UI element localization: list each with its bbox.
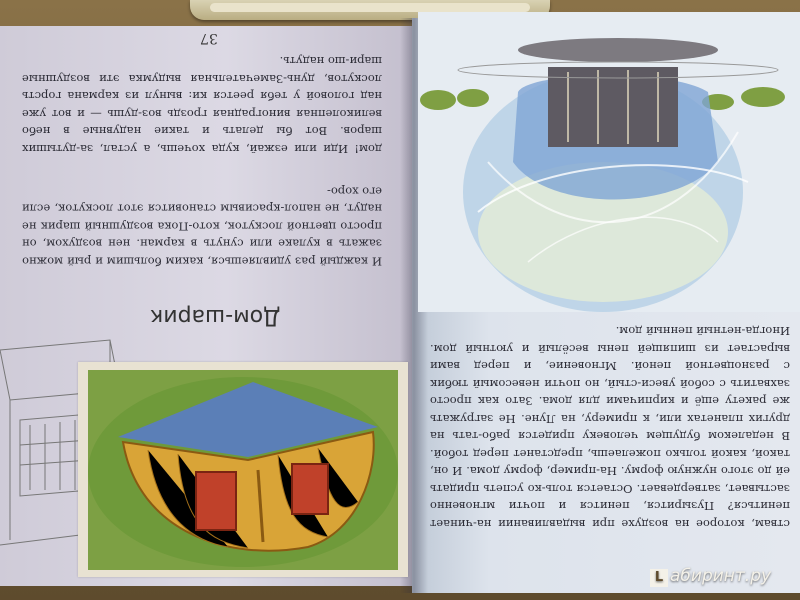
labirint-watermark <box>650 566 771 587</box>
bubble-house-picture <box>418 12 800 312</box>
chapter-heading: Дом-шарик <box>150 304 281 329</box>
watermark-text: абиринт.ру <box>670 566 772 586</box>
left-page-text-top: дом! Иди или езжай, куда хочешь, а устал, за-дутыших шаров. Вот бы делать и такие надувные в небо великолепная виноградная гроздь воз-душь — и вот уже над головой у тебя реется ки: вынул из кармана горсть лоскутов, дунь-Замечательная выдумка эти воздушные шари-шо надуть. <box>22 54 382 156</box>
left-page-text-mid: И каждый раз удивляешься, каким большим и рый можно зажать в кулаке или сунуть в карман. нен воздухом, он просто цветной лоскуток, кото-Пока воздушный шарик не надут, не напол-красивым становится этот лоскуток, если его хоро- <box>22 184 382 269</box>
labirint-logo-icon: L <box>650 569 668 587</box>
right-page-text: ствам, которое на воздухе при выдавливании на-чинает пениться? Пузырится, пенится и почти мгновенно застывает, затвердевает. Остается толь-ко успеть придать ей до этого нужную форму. На-пример, форму дома. И он, такой, какой только пожелаешь, предстанет перед тобой. В недалеком будущем человеку придется рабо-тать на других планетах или, к примеру, на Луне. Не загружать же ракету ещё и кирпичами для дома. Зато как просто захватить с собой увеси-стый, но почти невесомый тюбик с разноцветной пеной. Мгновение, и перед вами вырастает из шипящей пены весёлый и уютный дом. Иногда-нетный пенный дом. <box>430 324 790 531</box>
page-number: 37 <box>200 30 218 46</box>
wooden-house-picture <box>78 362 408 577</box>
